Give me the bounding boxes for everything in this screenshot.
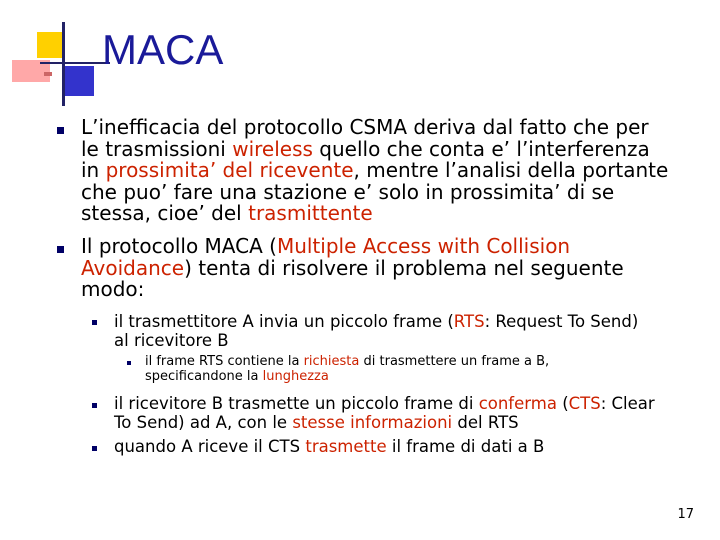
sub-bullet-marker	[92, 320, 97, 325]
logo-yellow-square	[37, 32, 63, 58]
highlight: CTS	[568, 394, 601, 413]
line: modo:	[81, 277, 145, 301]
highlight: richiesta	[303, 354, 360, 369]
line: L’inefficacia del protocollo CSMA deriva dal fatto che per	[81, 115, 649, 139]
line: Avoidance) tenta di risolvere il problema nel seguente	[81, 255, 624, 280]
logo-horizontal-line	[40, 62, 110, 64]
sub-bullet-2-text	[114, 394, 655, 432]
decorative-logo	[0, 0, 110, 110]
sub-bullet-1-text	[114, 312, 638, 350]
highlight: trasmette	[305, 437, 387, 456]
line: il ricevitore B trasmette un piccolo frame di conferma (CTS: Clear	[114, 394, 655, 413]
line: le trasmissioni wireless quello che conta e’ l’interferenza	[81, 136, 650, 161]
bullet-2-text	[81, 236, 624, 301]
line: Il protocollo MACA (Multiple Access with Collision	[81, 234, 571, 258]
sub-sub-bullet-1-text	[145, 354, 549, 384]
sub-sub-bullet-marker	[127, 361, 131, 365]
highlight: lunghezza	[262, 369, 329, 384]
page-number: 17	[677, 507, 694, 522]
logo-vertical-line	[62, 22, 65, 106]
highlight: RTS	[453, 312, 485, 331]
line: il trasmettitore A invia un piccolo frame (RTS: Request To Send)	[114, 312, 639, 331]
logo-blue-square	[64, 66, 94, 96]
line: in prossimita’ del ricevente, mentre l’analisi della portante	[81, 158, 669, 182]
highlight: prossimita’ del ricevente	[105, 158, 354, 182]
slide-title: MACA	[102, 26, 224, 73]
line: To Send) ad A, con le stesse informazioni del RTS	[114, 413, 519, 432]
sub-bullet-marker	[92, 403, 97, 408]
highlight: stesse informazioni	[292, 413, 453, 432]
sub-bullet-marker	[92, 446, 97, 451]
line: specificandone la lunghezza	[145, 369, 329, 384]
bullet-1-text	[81, 117, 668, 225]
line: stessa, cioe’ del trasmittente	[81, 201, 373, 225]
logo-dots	[44, 72, 52, 76]
line: il frame RTS contiene la richiesta di trasmettere un frame a B,	[145, 354, 550, 369]
highlight: wireless	[232, 136, 313, 161]
line: quando A riceve il CTS trasmette il frame di dati a B	[114, 437, 545, 456]
line: al ricevitore B	[114, 331, 229, 350]
bullet-marker	[57, 246, 64, 253]
highlight: Avoidance	[81, 255, 185, 280]
line: che puo’ fare una stazione e’ solo in prossimita’ di se	[81, 179, 615, 204]
highlight: Multiple Access with Collision	[276, 234, 571, 258]
sub-bullet-3-text	[114, 437, 544, 456]
highlight: conferma	[478, 394, 557, 413]
highlight: trasmittente	[248, 201, 373, 225]
bullet-marker	[57, 127, 64, 134]
